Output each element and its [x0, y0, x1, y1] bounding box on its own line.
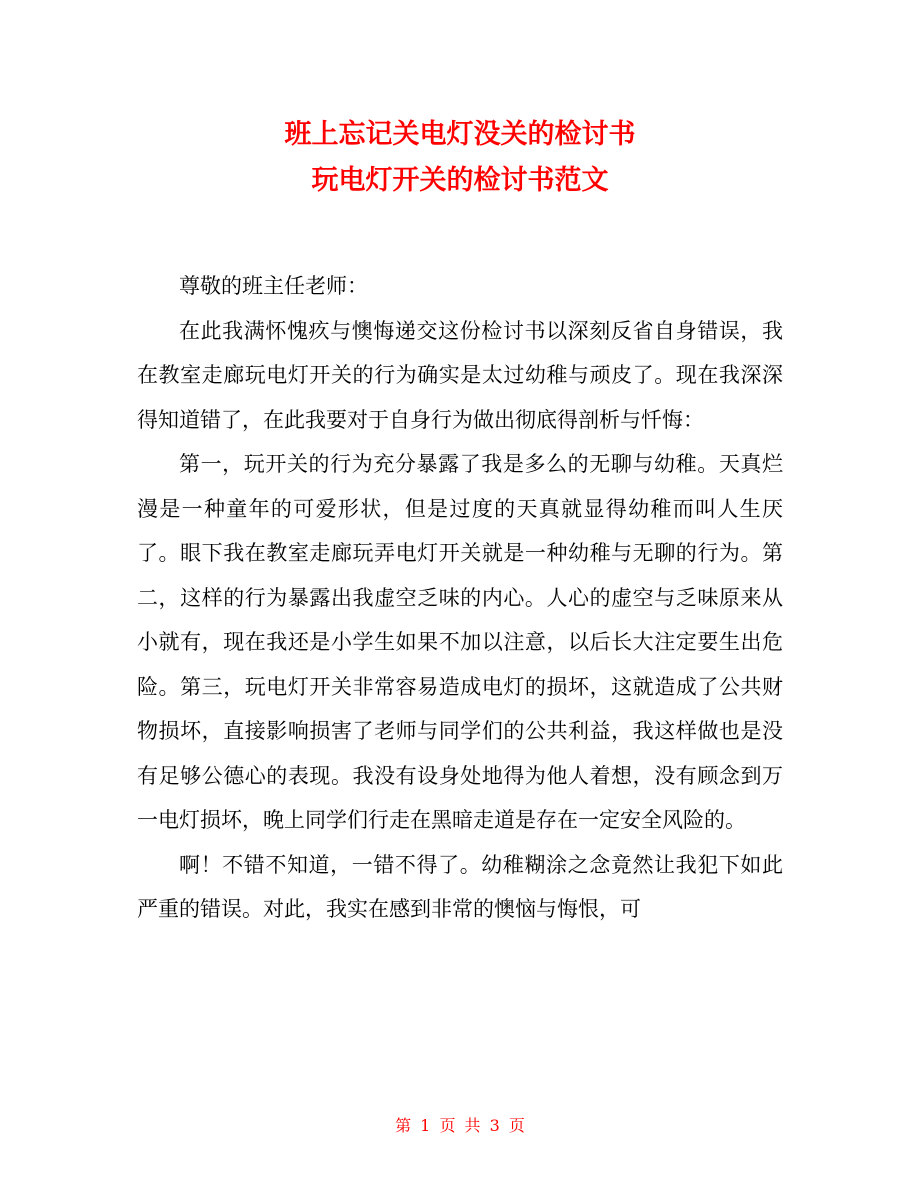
paragraph-remorse: 啊！不错不知道，一错不得了。幼稚糊涂之念竟然让我犯下如此严重的错误。对此，我实在感到非常的懊恼与悔恨，可 [137, 852, 783, 921]
salutation: 尊敬的班主任老师： [179, 274, 368, 298]
title-line-1: 班上忘记关电灯没关的检讨书 [284, 119, 636, 150]
document-title [0, 112, 920, 204]
paragraph-reasons: 第一，玩开关的行为充分暴露了我是多么的无聊与幼稚。天真烂漫是一种童年的可爱形状，但是过度的天真就显得幼稚而叫人生厌了。眼下我在教室走廊玩弄电灯开关就是一种幼稚与无聊的行为。第二，这样的行为暴露出我虚空乏味的内心。人心的虚空与乏味原来从小就有，现在我还是小学生如果不加以注意，以后长大注定要生出危险。第三，玩电灯开关非常容易造成电灯的损坏，这就造成了公共财物损坏，直接影响损害了老师与同学们的公共利益，我这样做也是没有足够公德心的表现。我没有设身处地得为他人着想，没有顾念到万一电灯损坏，晚上同学们行走在黑暗走道是存在一定安全风险的。 [137, 452, 783, 832]
paragraph-intro: 在此我满怀愧疚与懊悔递交这份检讨书以深刻反省自身错误，我在教室走廊玩电灯开关的行为确实是太过幼稚与顽皮了。现在我深深得知道错了，在此我要对于自身行为做出彻底得剖析与忏悔： [137, 318, 783, 432]
page-footer: 第 1 页 共 3 页 [395, 1116, 525, 1135]
title-line-2: 玩电灯开关的检讨书范文 [311, 165, 609, 196]
document-body [137, 264, 783, 932]
